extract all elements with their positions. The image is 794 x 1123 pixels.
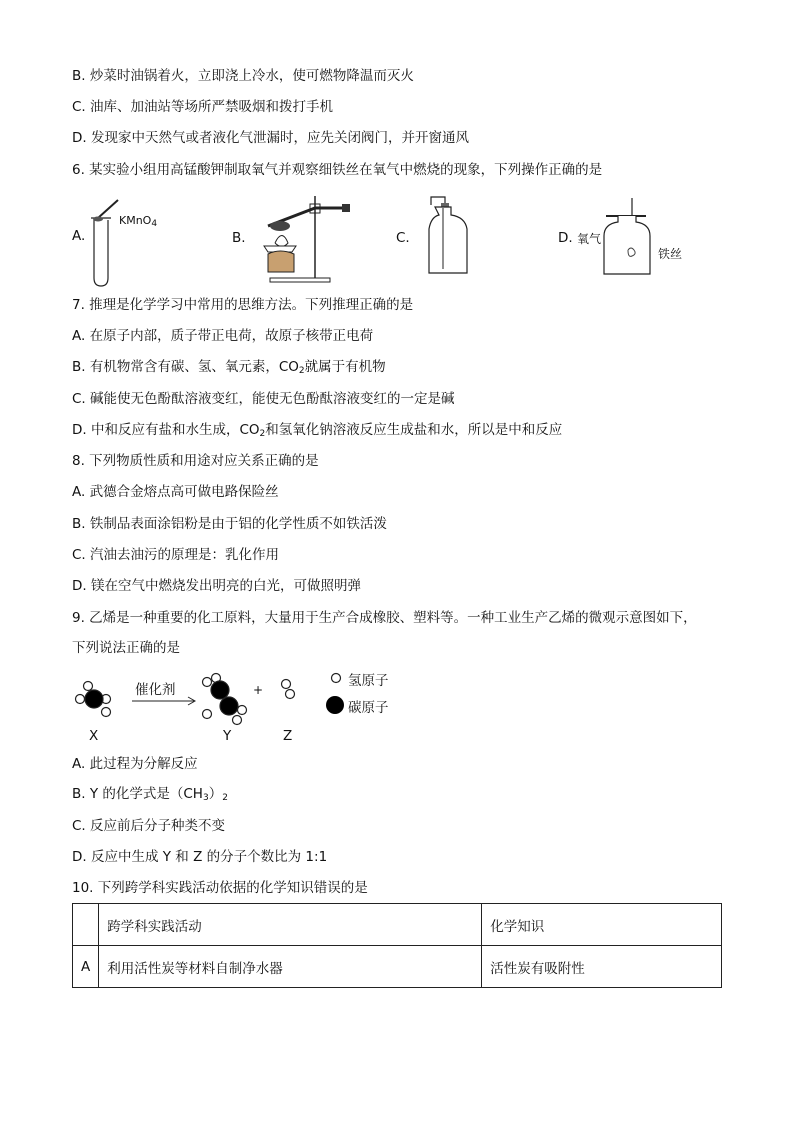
q9-catalyst-label: 催化剂 <box>135 682 176 698</box>
table-header-cell: 化学知识 <box>482 904 722 946</box>
q7-option-a: A. 在原子内部，质子带正电荷，故原子核带正电荷 <box>72 328 374 344</box>
legend-markers <box>326 674 344 715</box>
q6-stem: 6. 某实验小组用高锰酸钾制取氧气并观察细铁丝在氧气中燃烧的现象，下列操作正确的是 <box>72 162 603 178</box>
q9-legend-carbon: 碳原子 <box>348 700 389 716</box>
q9-option-d: D. 反应中生成 Y 和 Z 的分子个数比为 1:1 <box>72 849 328 865</box>
q6-fig-b-apparatus <box>250 188 360 288</box>
q9-label-x: X <box>89 728 99 744</box>
q9-label-y: Y <box>223 728 232 744</box>
q10-table <box>72 903 722 988</box>
table-header-row <box>73 904 722 946</box>
q6-fig-a-chem: KMnO$_4$ <box>119 214 158 229</box>
q7-option-b: B. 有机物常含有碳、氢、氧元素，$CO_2$就属于有机物 <box>72 359 386 376</box>
table-cell: A <box>73 946 99 988</box>
q6-fig-c-bottle <box>415 195 475 277</box>
q8-option-c: C. 汽油去油污的原理是：乳化作用 <box>72 547 280 563</box>
molecule-x <box>76 682 111 717</box>
q6-fig-c-label: C. <box>396 230 410 246</box>
table-header-cell: 跨学科实践活动 <box>99 904 482 946</box>
q8-option-d: D. 镁在空气中燃烧发出明亮的白光，可做照明弹 <box>72 578 361 594</box>
q7-option-c: C. 碱能使无色酚酞溶液变红，能使无色酚酞溶液变红的一定是碱 <box>72 391 455 407</box>
q10-stem: 10. 下列跨学科实践活动依据的化学知识错误的是 <box>72 880 368 896</box>
q9-plus-sign: + <box>253 683 264 697</box>
q9-stem-line2: 下列说法正确的是 <box>72 640 180 656</box>
table-cell: 活性炭有吸附性 <box>482 946 722 988</box>
q6-fig-b-label: B. <box>232 230 246 246</box>
q5-option-b: B. 炒菜时油锅着火，立即浇上冷水，使可燃物降温而灭火 <box>72 68 414 84</box>
table-header-cell <box>73 904 99 946</box>
q6-fig-d-oxygen-label: 氧气 <box>577 232 602 246</box>
q9-legend-hydrogen: 氢原子 <box>348 673 389 689</box>
table-cell: 利用活性炭等材料自制净水器 <box>99 946 482 988</box>
q5-option-d: D. 发现家中天然气或者液化气泄漏时，应先关闭阀门，并开窗通风 <box>72 130 469 146</box>
q6-fig-d-label: D. <box>558 230 573 246</box>
q5-option-c: C. 油库、加油站等场所严禁吸烟和拨打手机 <box>72 99 334 115</box>
q9-stem-line1: 9. 乙烯是一种重要的化工原料，大量用于生产合成橡胶、塑料等。一种工业生产乙烯的微观示意图如下， <box>72 610 697 626</box>
q7-option-d: D. 中和反应有盐和水生成，$CO_2$和氢氧化钠溶液反应生成盐和水，所以是中和反应 <box>72 422 563 439</box>
q8-option-b: B. 铁制品表面涂铝粉是由于铝的化学性质不如铁活泼 <box>72 516 387 532</box>
q9-label-z: Z <box>283 728 293 744</box>
q6-fig-d-wire-label: 铁丝 <box>658 247 683 261</box>
molecule-y <box>203 674 247 725</box>
molecule-z <box>282 680 295 699</box>
q9-option-a: A. 此过程为分解反应 <box>72 756 198 772</box>
q6-fig-d-bottle <box>600 198 660 278</box>
q6-fig-a-label: A. <box>72 228 86 244</box>
q9-option-c: C. 反应前后分子种类不变 <box>72 818 226 834</box>
table-row <box>73 946 722 988</box>
q9-option-b: B. Y 的化学式是$(CH_3)_2$ <box>72 786 228 803</box>
q8-stem: 8. 下列物质性质和用途对应关系正确的是 <box>72 453 319 469</box>
q6-fig-a-testtube <box>88 192 178 292</box>
q8-option-a: A. 武德合金熔点高可做电路保险丝 <box>72 484 279 500</box>
q7-stem: 7. 推理是化学学习中常用的思维方法。下列推理正确的是 <box>72 297 414 313</box>
